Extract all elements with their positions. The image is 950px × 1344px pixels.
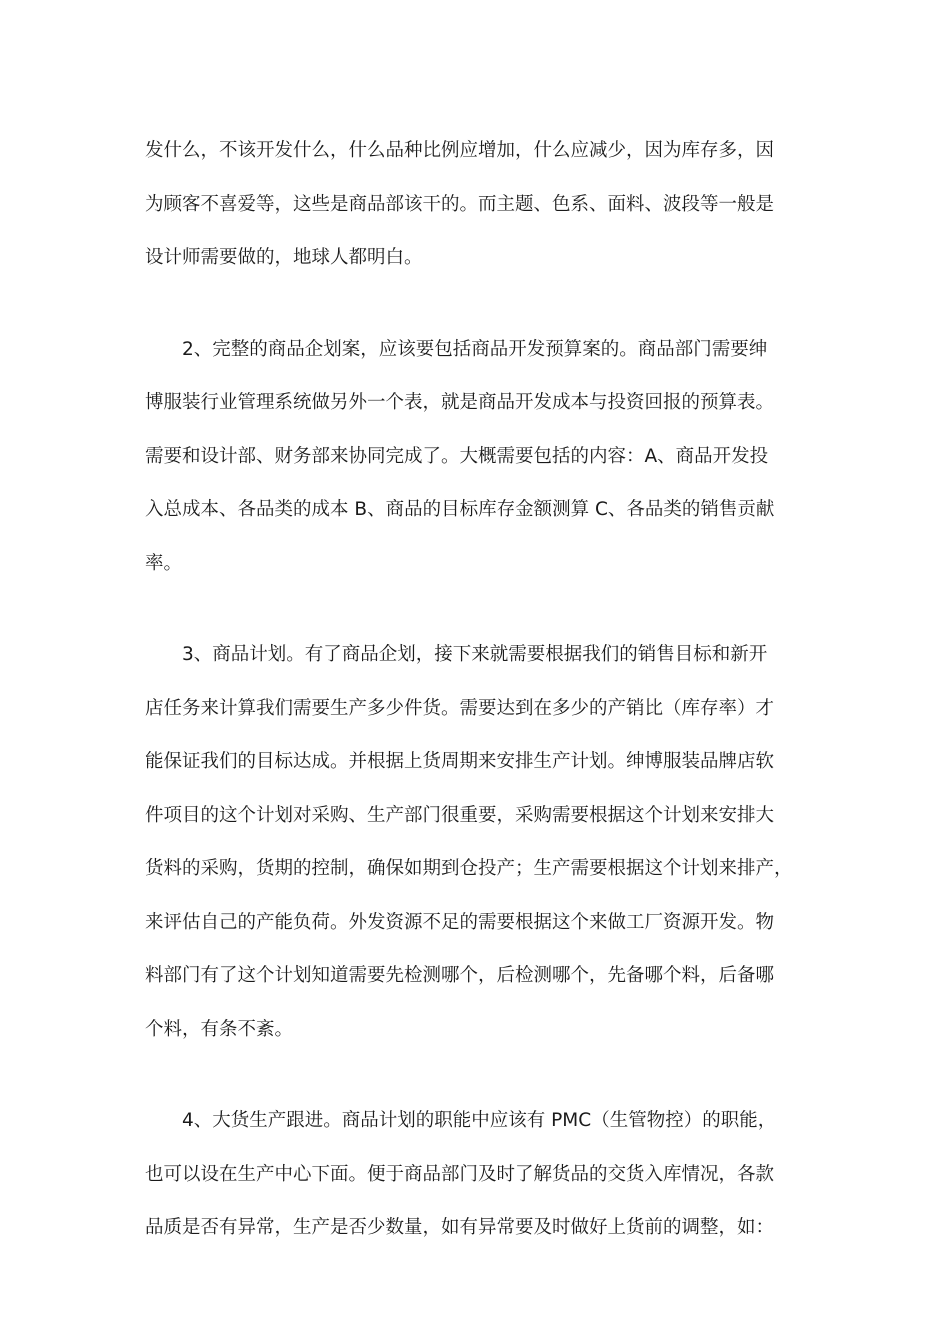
text-line: 店任务来计算我们需要生产多少件货。需要达到在多少的产销比（库存率）才 [145,697,775,719]
text-line: 货料的采购，货期的控制，确保如期到仓投产；生产需要根据这个计划来排产， [145,858,793,879]
paragraph-continuation [145,124,805,285]
text-line: 博服装行业管理系统做另外一个表，就是商品开发成本与投资回报的预算表。 [145,392,775,413]
text-line: 能保证我们的目标达成。并根据上货周期来安排生产计划。绅博服装品牌店软 [145,751,775,772]
text-line: 率。 [145,552,183,574]
text-line: 3、商品计划。有了商品企划，接下来就需要根据我们的销售目标和新开 [182,644,768,665]
text-line: 4、大货生产跟进。商品计划的职能中应该有 PMC（生管物控）的职能， [182,1110,777,1131]
paragraph-2 [145,323,805,591]
text-line: 个料，有条不紊。 [145,1018,294,1040]
text-line: 也可以设在生产中心下面。便于商品部门及时了解货品的交货入库情况，各款 [145,1163,775,1185]
text-line: 需要和设计部、财务部来协同完成了。大概需要包括的内容：A、商品开发投 [145,445,769,467]
text-line: 2、完整的商品企划案，应该要包括商品开发预算案的。商品部门需要绅 [182,338,768,360]
text-line: 发什么，不该开发什么，什么品种比例应增加，什么应减少，因为库存多，因 [145,140,775,161]
paragraph-4 [145,1094,805,1255]
text-line: 品质是否有异常，生产是否少数量，如有异常要及时做好上货前的调整，如： [145,1217,775,1238]
text-line: 为顾客不喜爱等，这些是商品部该干的。而主题、色系、面料、波段等一般是 [145,193,775,215]
document-page [145,124,805,1293]
paragraph-3 [145,628,805,1056]
text-line: 来评估自己的产能负荷。外发资源不足的需要根据这个来做工厂资源开发。物 [145,911,775,933]
text-line: 件项目的这个计划对采购、生产部门很重要，采购需要根据这个计划来安排大 [145,804,775,826]
text-line: 设计师需要做的，地球人都明白。 [145,247,423,268]
text-line: 料部门有了这个计划知道需要先检测哪个，后检测哪个，先备哪个料，后备哪 [145,965,775,986]
text-line: 入总成本、各品类的成本 B、商品的目标库存金额测算 C、各品类的销售贡献 [145,499,775,520]
